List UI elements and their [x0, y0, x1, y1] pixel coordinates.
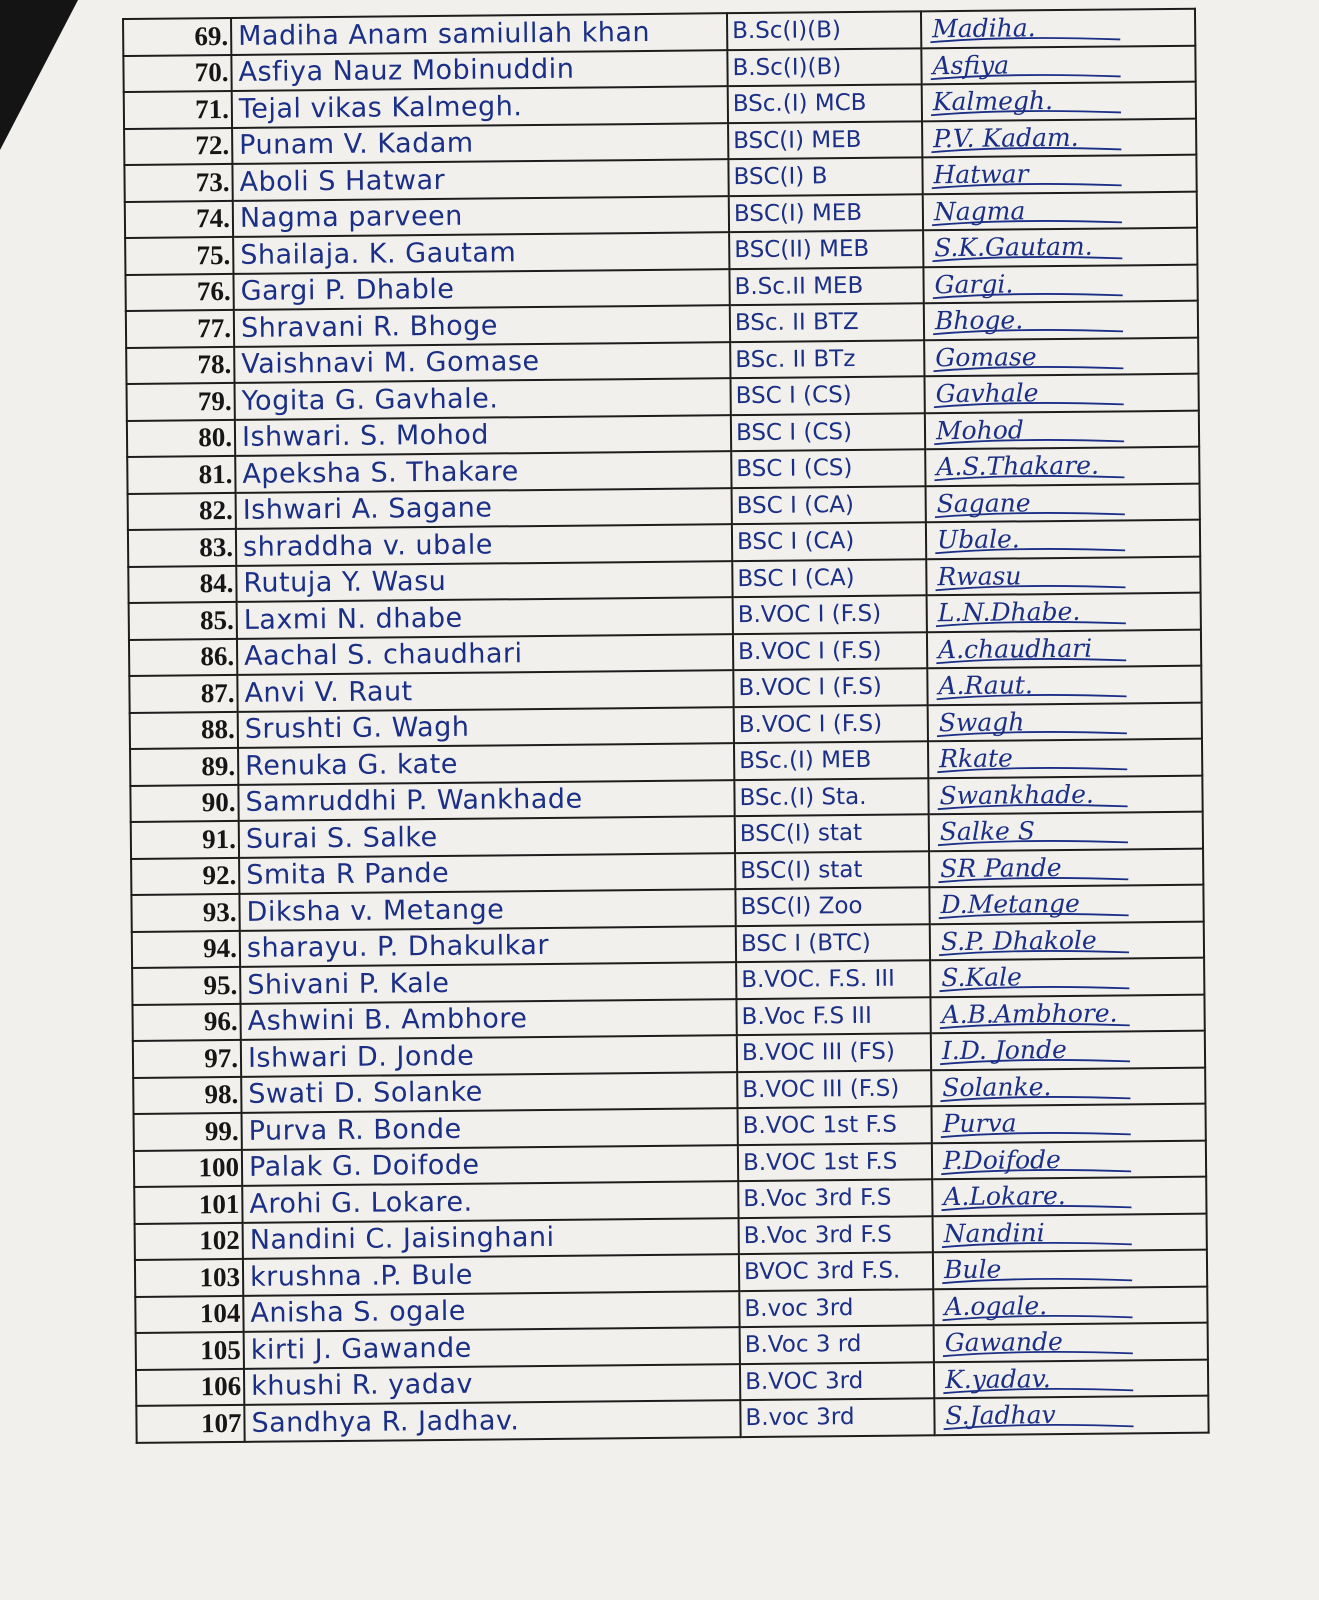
signature-cell: [923, 191, 1197, 230]
class-course: BSC(II) MEB: [729, 230, 923, 268]
signature-text: Kalmegh.: [932, 86, 1054, 117]
class-course: BSC I (CS): [731, 449, 925, 487]
serial-number: 77.: [126, 310, 234, 348]
signature-text: Swagh: [938, 707, 1025, 737]
signature-text: Solanke.: [942, 1071, 1052, 1102]
signature: [938, 849, 1198, 885]
signature-cell: [922, 155, 1196, 194]
signature-text: P.V. Kadam.: [933, 122, 1079, 153]
student-name: Aboli S Hatwar: [232, 159, 728, 200]
signature: [943, 1324, 1203, 1360]
serial-number: 71.: [124, 91, 232, 129]
signature: [939, 922, 1199, 958]
serial-number: 81.: [127, 456, 235, 494]
signature-cell: [924, 337, 1198, 376]
signature-text: L.N.Dhabe.: [937, 597, 1081, 628]
signature-text: Swankhade.: [939, 779, 1095, 810]
serial-number: 87.: [129, 675, 237, 713]
signature-text: A.Raut.: [938, 670, 1033, 701]
serial-number: 101: [134, 1186, 242, 1224]
signature-cell: [924, 301, 1198, 340]
class-course: BSC(I) MEB: [728, 121, 922, 159]
signature-cell: [921, 9, 1195, 48]
serial-number: 102: [135, 1222, 243, 1260]
signature: [931, 156, 1191, 192]
serial-number: 104: [135, 1295, 243, 1333]
signature-cell: [934, 1323, 1208, 1362]
class-course: BSC(I) Zoo: [735, 887, 929, 925]
signature: [932, 265, 1192, 301]
class-course: B.VOC III (FS): [737, 1033, 931, 1071]
signature-cell: [923, 228, 1197, 267]
signature-text: Purva: [942, 1108, 1017, 1139]
signature: [937, 776, 1197, 812]
signature-cell: [933, 1286, 1207, 1325]
student-name: Apeksha S. Thakare: [235, 451, 731, 492]
signature-cell: [922, 118, 1196, 157]
serial-number: 70.: [123, 54, 231, 92]
signature-text: Hatwar: [933, 159, 1029, 190]
signature-text: S.K.Gautam.: [934, 231, 1093, 263]
student-name: Nandini C. Jaisinghani: [243, 1218, 739, 1259]
signature-text: P.Doifode: [942, 1144, 1062, 1175]
signature-cell: [930, 921, 1204, 960]
signature-cell: [927, 593, 1201, 632]
signature-cell: [928, 739, 1202, 778]
student-name: shraddha v. ubale: [236, 524, 732, 565]
signature-text: A.chaudhari: [937, 633, 1093, 664]
class-course: BSC I (CS): [731, 413, 925, 451]
signature-cell: [931, 1067, 1205, 1106]
signature: [937, 703, 1197, 739]
signature-cell: [927, 666, 1201, 705]
attendance-register-table: [122, 8, 1210, 1444]
class-course: B.VOC I (F.S): [733, 595, 927, 633]
serial-number: 84.: [128, 565, 236, 603]
signature-cell: [927, 629, 1201, 668]
class-course: B.Voc 3rd F.S: [738, 1179, 932, 1217]
student-name: sharayu. P. Dhakulkar: [240, 926, 736, 967]
signature: [941, 1141, 1201, 1177]
student-name: Smita R Pande: [239, 853, 735, 894]
student-name: Shivani P. Kale: [240, 962, 736, 1003]
signature-cell: [926, 483, 1200, 522]
signature-text: SR Pande: [940, 852, 1062, 883]
class-course: BSC I (CA): [732, 559, 926, 597]
student-name: Laxmi N. dhabe: [237, 597, 733, 638]
signature: [935, 557, 1195, 593]
signature-text: Madiha.: [932, 13, 1036, 44]
serial-number: 72.: [124, 127, 232, 165]
signature-text: Salke S: [939, 816, 1036, 847]
student-name: Diksha v. Metange: [239, 889, 735, 930]
signature-text: A.S.Thakare.: [936, 450, 1100, 482]
class-course: B.VOC 1st F.S: [737, 1106, 931, 1144]
signature: [938, 886, 1198, 922]
student-name: Swati D. Solanke: [241, 1072, 737, 1113]
student-name: Samruddhi P. Wankhade: [238, 780, 734, 821]
class-course: BSC(I) stat: [735, 851, 929, 889]
signature-text: Nandini: [943, 1217, 1045, 1248]
serial-number: 75.: [125, 237, 233, 275]
student-name: Anisha S. ogale: [243, 1291, 739, 1332]
signature-cell: [934, 1396, 1208, 1435]
serial-number: 100: [134, 1149, 242, 1187]
signature: [943, 1397, 1203, 1433]
class-course: B.Sc.II MEB: [729, 267, 923, 305]
serial-number: 96.: [132, 1003, 240, 1041]
serial-number: 90.: [130, 784, 238, 822]
signature: [940, 1032, 1200, 1068]
serial-number: 97.: [133, 1040, 241, 1078]
class-course: B.VOC I (F.S): [734, 705, 928, 743]
student-name: Arohi G. Lokare.: [242, 1181, 738, 1222]
signature: [932, 229, 1192, 265]
student-name: Srushti G. Wagh: [238, 707, 734, 748]
class-course: BSC I (CS): [730, 376, 924, 414]
signature-cell: [931, 1104, 1205, 1143]
signature-text: Gargi.: [934, 269, 1014, 299]
signature-cell: [929, 848, 1203, 887]
signature: [936, 594, 1196, 630]
signature: [938, 813, 1198, 849]
class-course: B.VOC 1st F.S: [738, 1143, 932, 1181]
class-course: B.Voc 3rd F.S: [739, 1216, 933, 1254]
student-name: Aachal S. chaudhari: [237, 634, 733, 675]
student-name: Asfiya Nauz Mobinuddin: [231, 50, 727, 91]
signature-text: Gavhale: [935, 378, 1039, 409]
class-course: B.VOC. F.S. III: [736, 960, 930, 998]
serial-number: 85.: [129, 602, 237, 640]
signature-text: K.yadav.: [944, 1363, 1051, 1394]
class-course: B.voc 3rd: [739, 1289, 933, 1327]
signature-text: S.Jadhav: [945, 1400, 1056, 1431]
signature-text: Sagane: [936, 488, 1031, 518]
serial-number: 78.: [126, 346, 234, 384]
serial-number: 80.: [127, 419, 235, 457]
signature-text: Ubale.: [936, 524, 1020, 555]
student-name: Anvi V. Raut: [237, 670, 733, 711]
serial-number: 99.: [134, 1113, 242, 1151]
signature-cell: [934, 1359, 1208, 1398]
class-course: BSc.(I) MCB: [728, 84, 922, 122]
serial-number: 93.: [131, 894, 239, 932]
student-name: Shravani R. Bhoge: [234, 305, 730, 346]
signature-cell: [933, 1213, 1207, 1252]
serial-number: 89.: [130, 748, 238, 786]
student-name: khushi R. yadav: [244, 1364, 740, 1405]
signature: [933, 338, 1193, 374]
signature-cell: [926, 520, 1200, 559]
student-name: Ashwini B. Ambhore: [240, 999, 736, 1040]
signature: [935, 484, 1195, 520]
signature-text: Gawande: [944, 1327, 1063, 1358]
student-name: Rutuja Y. Wasu: [236, 561, 732, 602]
signature-cell: [929, 812, 1203, 851]
signature-cell: [921, 45, 1195, 84]
serial-number: 91.: [131, 821, 239, 859]
signature: [942, 1214, 1202, 1250]
signature-cell: [932, 1140, 1206, 1179]
signature: [933, 375, 1193, 411]
serial-number: 82.: [128, 492, 236, 530]
serial-number: 95.: [132, 967, 240, 1005]
serial-number: 86.: [129, 638, 237, 676]
student-name: Ishwari D. Jonde: [241, 1035, 737, 1076]
serial-number: 94.: [132, 930, 240, 968]
class-course: BSC(I) MEB: [729, 194, 923, 232]
signature-text: A.ogale.: [944, 1290, 1048, 1321]
class-course: B.voc 3rd: [740, 1398, 934, 1436]
signature-cell: [930, 994, 1204, 1033]
signature-text: Nagma: [933, 196, 1026, 226]
signature-cell: [928, 775, 1202, 814]
corner-shadow: [0, 0, 78, 150]
student-name: Ishwari A. Sagane: [236, 488, 732, 529]
signature: [941, 1178, 1201, 1214]
signature: [930, 10, 1190, 46]
serial-number: 69.: [123, 18, 231, 56]
class-course: B.Sc(I)(B): [727, 48, 921, 86]
signature: [943, 1360, 1203, 1396]
signature: [931, 119, 1191, 155]
signature-text: Asfiya: [932, 50, 1010, 80]
class-course: BSc. II BTz: [730, 340, 924, 378]
signature-cell: [930, 958, 1204, 997]
signature-text: I.D. Jonde: [941, 1035, 1067, 1066]
serial-number: 88.: [130, 711, 238, 749]
class-course: BSC I (BTC): [736, 924, 930, 962]
serial-number: 73.: [124, 164, 232, 202]
signature: [942, 1287, 1202, 1323]
class-course: B.Voc 3 rd: [740, 1325, 934, 1363]
signature: [936, 667, 1196, 703]
signature: [934, 448, 1194, 484]
student-name: Tejal vikas Kalmegh.: [232, 86, 728, 127]
class-course: B.VOC III (F.S): [737, 1070, 931, 1108]
serial-number: 83.: [128, 529, 236, 567]
signature-cell: [932, 1177, 1206, 1216]
register-rows: [123, 9, 1209, 1443]
student-name: Palak G. Doifode: [242, 1145, 738, 1186]
class-course: BSc. II BTZ: [730, 303, 924, 341]
signature-text: D.Metange: [940, 889, 1081, 920]
class-course: BSC(I) stat: [735, 814, 929, 852]
serial-number: 103: [135, 1259, 243, 1297]
signature-cell: [931, 1031, 1205, 1070]
student-name: krushna .P. Bule: [243, 1254, 739, 1295]
class-course: BVOC 3rd F.S.: [739, 1252, 933, 1290]
student-name: Shailaja. K. Gautam: [233, 232, 729, 273]
signature-cell: [933, 1250, 1207, 1289]
student-name: Purva R. Bonde: [242, 1108, 738, 1149]
serial-number: 74.: [125, 200, 233, 238]
serial-number: 76.: [125, 273, 233, 311]
signature: [936, 630, 1196, 666]
signature-cell: [922, 82, 1196, 121]
student-name: Renuka G. kate: [238, 743, 734, 784]
signature-text: Rwasu: [937, 561, 1022, 591]
signature-cell: [924, 374, 1198, 413]
signature-cell: [925, 447, 1199, 486]
signature-text: S.P. Dhakole: [940, 925, 1097, 956]
class-course: BSc.(I) Sta.: [734, 778, 928, 816]
student-name: Sandhya R. Jadhav.: [244, 1400, 740, 1441]
signature: [940, 1105, 1200, 1141]
signature-cell: [926, 556, 1200, 595]
class-course: B.VOC 3rd: [740, 1362, 934, 1400]
signature-cell: [928, 702, 1202, 741]
class-course: B.VOC I (F.S): [733, 632, 927, 670]
student-name: Gargi P. Dhable: [233, 269, 729, 310]
signature: [932, 192, 1192, 228]
signature: [937, 740, 1197, 776]
signature: [930, 46, 1190, 82]
signature: [939, 959, 1199, 995]
signature: [940, 1068, 1200, 1104]
student-name: Nagma parveen: [233, 196, 729, 237]
class-course: B.Voc F.S III: [736, 997, 930, 1035]
signature-text: Bule: [943, 1254, 1002, 1285]
signature: [933, 302, 1193, 338]
signature-text: Mohod: [935, 415, 1024, 445]
signature: [934, 411, 1194, 447]
signature: [939, 995, 1199, 1031]
signature-text: A.Lokare.: [943, 1181, 1066, 1212]
signature-cell: [923, 264, 1197, 303]
serial-number: 105: [136, 1332, 244, 1370]
class-course: BSC I (CA): [732, 486, 926, 524]
student-name: Yogita G. Gavhale.: [235, 378, 731, 419]
class-course: B.VOC I (F.S): [733, 668, 927, 706]
student-name: kirti J. Gawande: [244, 1327, 740, 1368]
student-name: Vaishnavi M. Gomase: [234, 342, 730, 383]
signature: [935, 521, 1195, 557]
attendance-sheet: [122, 8, 1208, 1444]
signature-text: A.B.Ambhore.: [941, 998, 1118, 1029]
signature-text: Gomase: [935, 341, 1037, 372]
signature: [931, 83, 1191, 119]
serial-number: 106: [136, 1368, 244, 1406]
signature-text: Bhoge.: [934, 305, 1024, 336]
signature-text: S.Kale: [941, 962, 1022, 993]
class-course: BSC I (CA): [732, 522, 926, 560]
signature-cell: [929, 885, 1203, 924]
signature-cell: [925, 410, 1199, 449]
class-course: B.Sc(I)(B): [727, 11, 921, 49]
signature-text: Rkate: [939, 743, 1014, 774]
signature: [942, 1251, 1202, 1287]
student-name: Punam V. Kadam: [232, 123, 728, 164]
student-name: Madiha Anam samiullah khan: [231, 13, 727, 54]
student-name: Ishwari. S. Mohod: [235, 415, 731, 456]
class-course: BSC(I) B: [728, 157, 922, 195]
class-course: BSc.(I) MEB: [734, 741, 928, 779]
serial-number: 92.: [131, 857, 239, 895]
student-name: Surai S. Salke: [239, 816, 735, 857]
serial-number: 98.: [133, 1076, 241, 1114]
serial-number: 79.: [127, 383, 235, 421]
serial-number: 107: [136, 1405, 244, 1443]
